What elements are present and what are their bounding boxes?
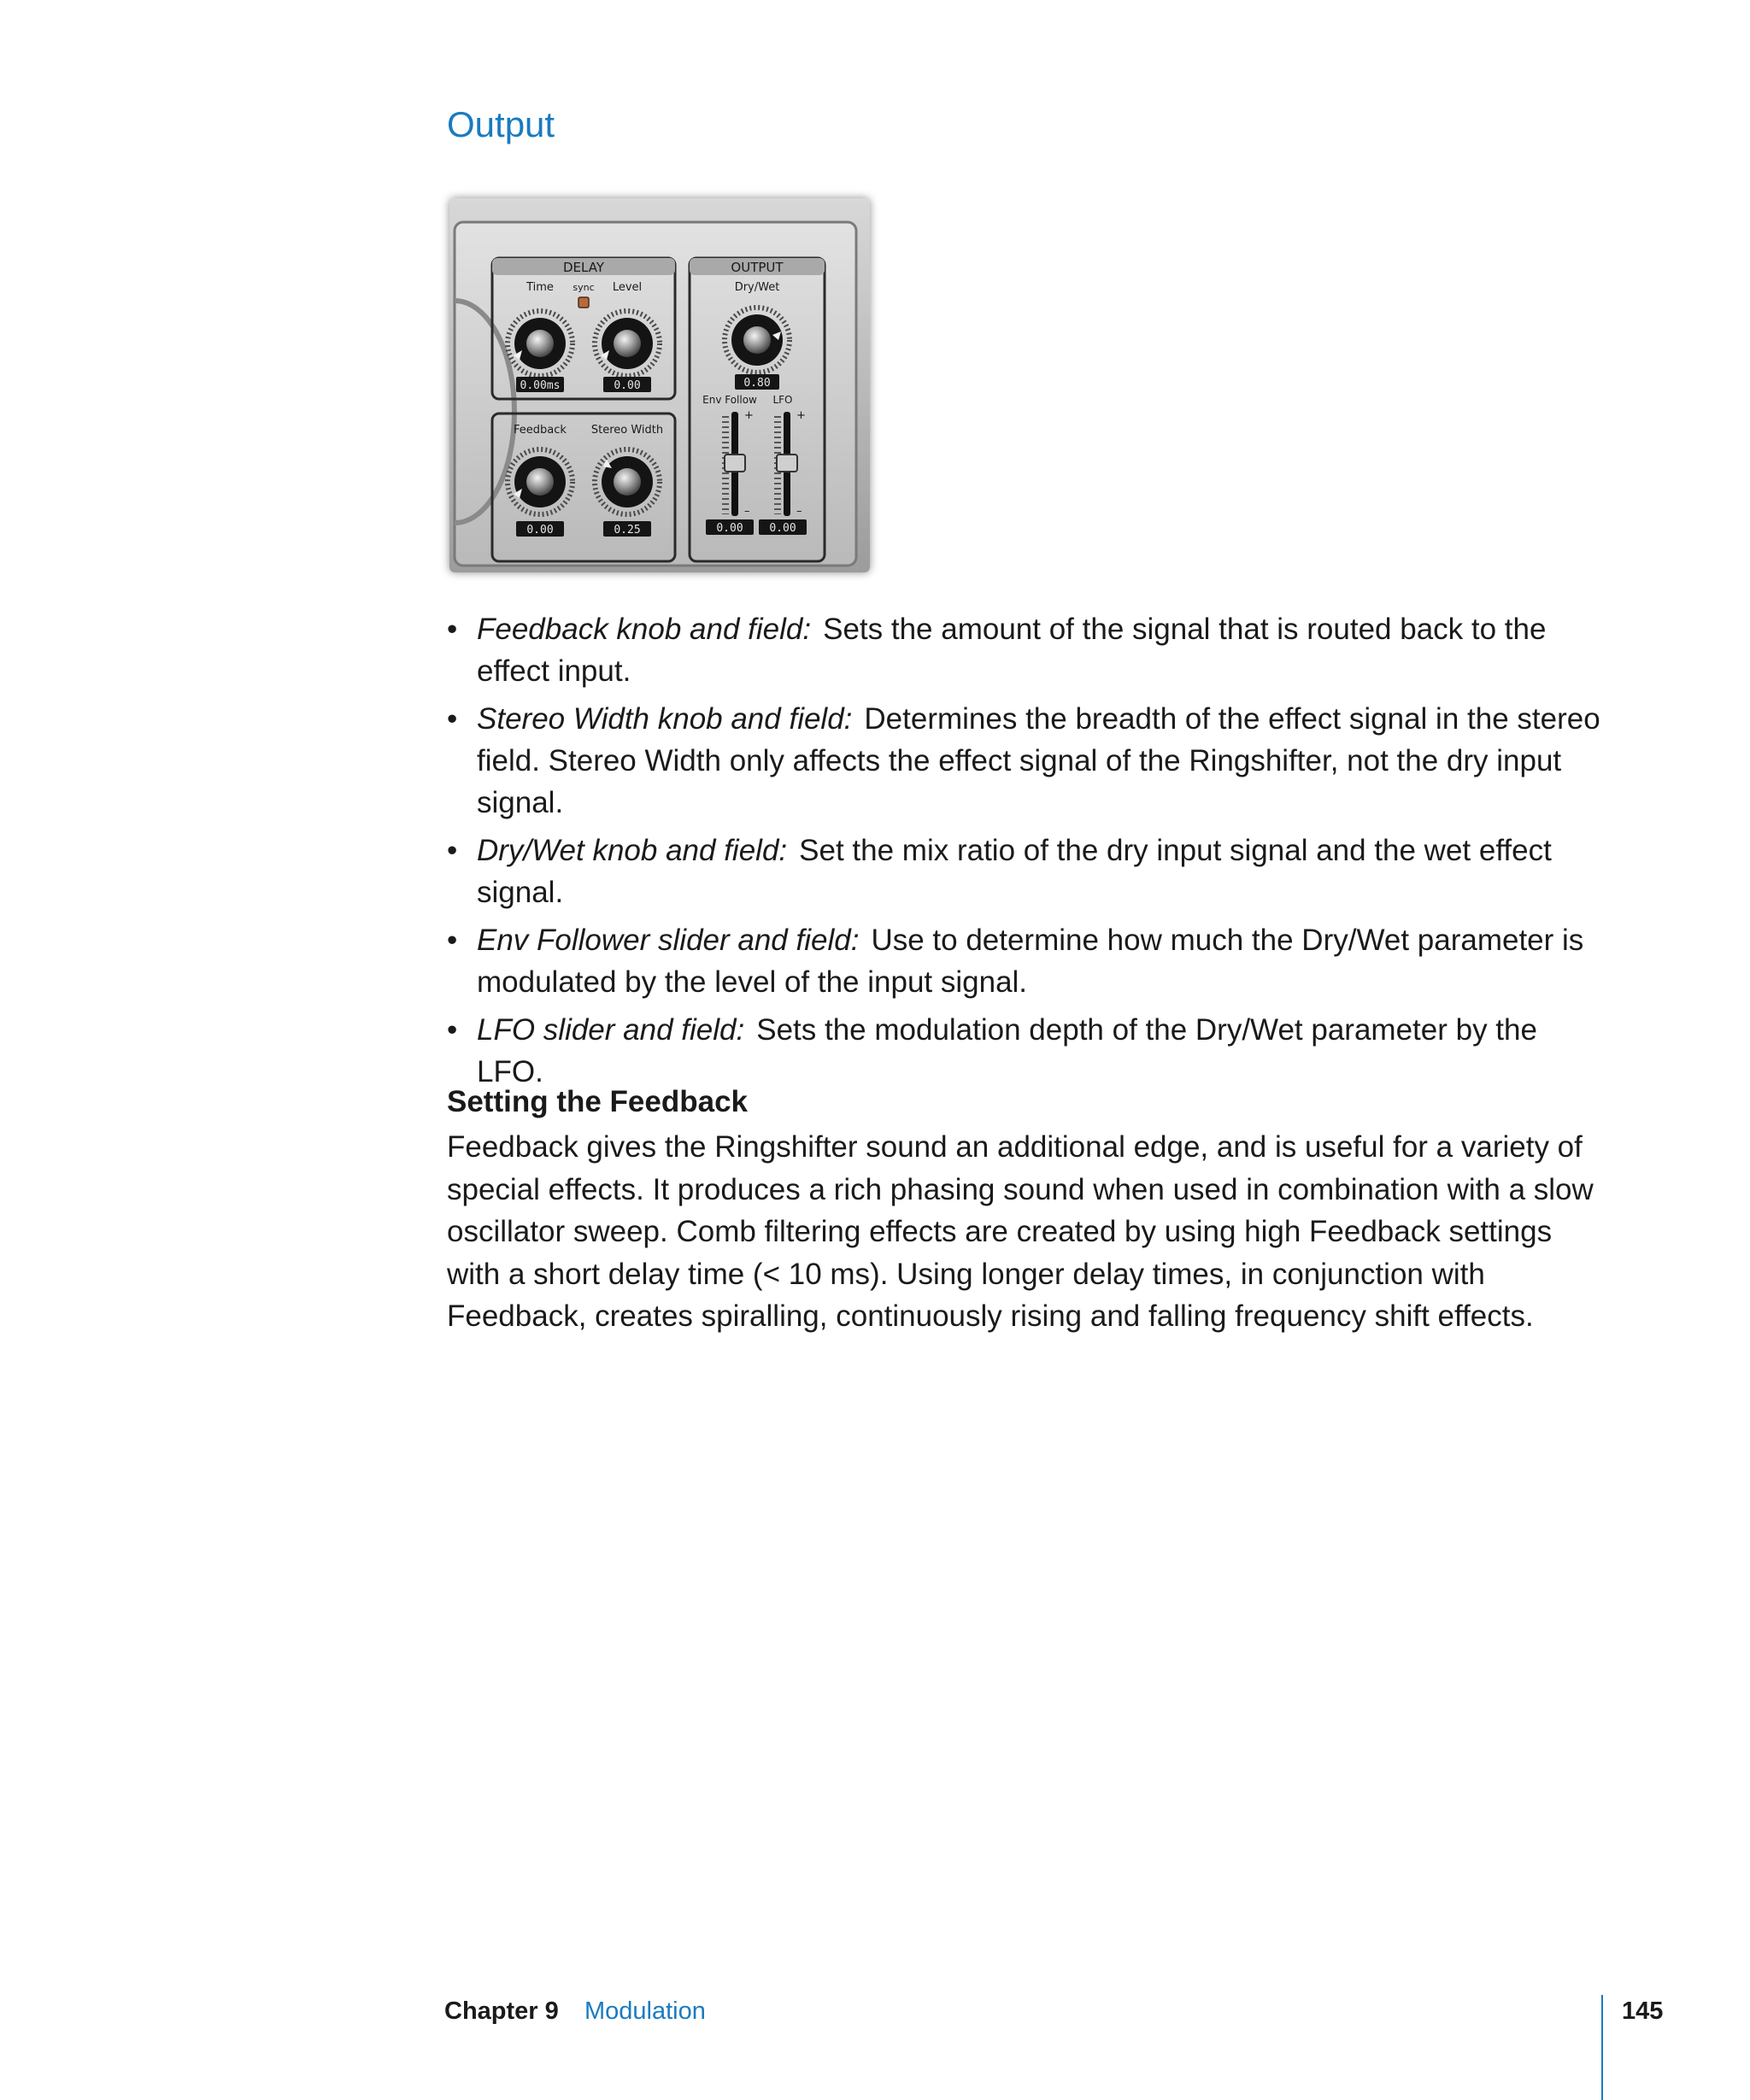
svg-text:0.00ms: 0.00ms <box>520 379 561 392</box>
svg-text:0.00: 0.00 <box>526 524 554 537</box>
svg-text:0.00: 0.00 <box>614 379 641 392</box>
sync-button[interactable] <box>578 297 589 308</box>
list-item <box>447 830 1609 913</box>
output-title: OUTPUT <box>731 260 784 275</box>
footer-chapter: Chapter 9 <box>444 1997 559 2025</box>
list-item <box>447 698 1609 824</box>
drywet-label: Dry/Wet <box>734 281 780 294</box>
time-field[interactable] <box>516 377 564 392</box>
drywet-field[interactable] <box>735 374 779 390</box>
bullet-text: Use to determine how much the Dry/Wet parameter is modulated by the level of the input signal. <box>477 924 1584 999</box>
bullet-term: Env Follower slider and field: <box>477 924 860 957</box>
sync-label: sync <box>573 282 595 293</box>
bullet-text: Sets the amount of the signal that is routed back to the effect input. <box>477 613 1547 688</box>
feedback-label: Feedback <box>514 424 567 437</box>
list-item <box>447 608 1609 692</box>
stereo-width-field[interactable] <box>603 521 651 537</box>
delay-title: DELAY <box>563 260 604 275</box>
time-label: Time <box>526 281 554 294</box>
level-field[interactable] <box>603 377 651 392</box>
svg-text:0.80: 0.80 <box>743 377 771 390</box>
parameter-list <box>447 608 1609 1099</box>
svg-text:0.00: 0.00 <box>769 522 796 535</box>
bullet-term: Feedback knob and field: <box>477 613 812 646</box>
bullet-term: LFO slider and field: <box>477 1013 745 1047</box>
ringshifter-output-panel <box>449 198 870 572</box>
bullet-term: Dry/Wet knob and field: <box>477 834 788 867</box>
feedback-field[interactable] <box>516 521 564 537</box>
env-follow-field[interactable] <box>706 519 754 535</box>
lfo-minus: – <box>796 505 802 518</box>
env-follow-label: Env Follow <box>702 394 757 406</box>
footer-divider <box>1601 1995 1603 2100</box>
subheading: Setting the Feedback <box>447 1085 749 1118</box>
lfo-label: LFO <box>772 394 793 406</box>
level-label: Level <box>612 281 643 294</box>
page-number: 145 <box>1622 1997 1664 2025</box>
svg-text:0.25: 0.25 <box>614 524 641 537</box>
bullet-term: Stereo Width knob and field: <box>477 702 853 736</box>
section-heading: Output <box>447 104 555 144</box>
svg-text:0.00: 0.00 <box>716 522 743 535</box>
body-paragraph: Feedback gives the Ringshifter sound an additional edge, and is useful for a variety of special effects. It produces a rich phasing sound when used in combination with a slow oscillator sweep. Comb filtering effects are created by using high Feedback settings with a short delay time (< 10 ms). Using longer delay times, in conjunction with Feedback, creates spiralling, continuously rising and falling frequency shift effects. <box>447 1130 1594 1333</box>
bullet-text: Determines the breadth of the effect signal in the stereo field. Stereo Width only affects the effect signal of the Ringshifter, not the dry input signal. <box>477 702 1600 819</box>
env-follow-plus: + <box>744 409 754 422</box>
stereo-width-label: Stereo Width <box>590 424 664 437</box>
bullet-text: Set the mix ratio of the dry input signal and the wet effect signal. <box>477 834 1552 909</box>
bullet-text: Sets the modulation depth of the Dry/Wet parameter by the LFO. <box>477 1013 1537 1088</box>
footer-chapter-title: Modulation <box>584 1997 706 2025</box>
list-item <box>447 1009 1609 1093</box>
lfo-plus: + <box>796 409 806 422</box>
list-item <box>447 919 1609 1003</box>
env-follow-minus: – <box>744 505 750 518</box>
lfo-field[interactable] <box>759 519 807 535</box>
